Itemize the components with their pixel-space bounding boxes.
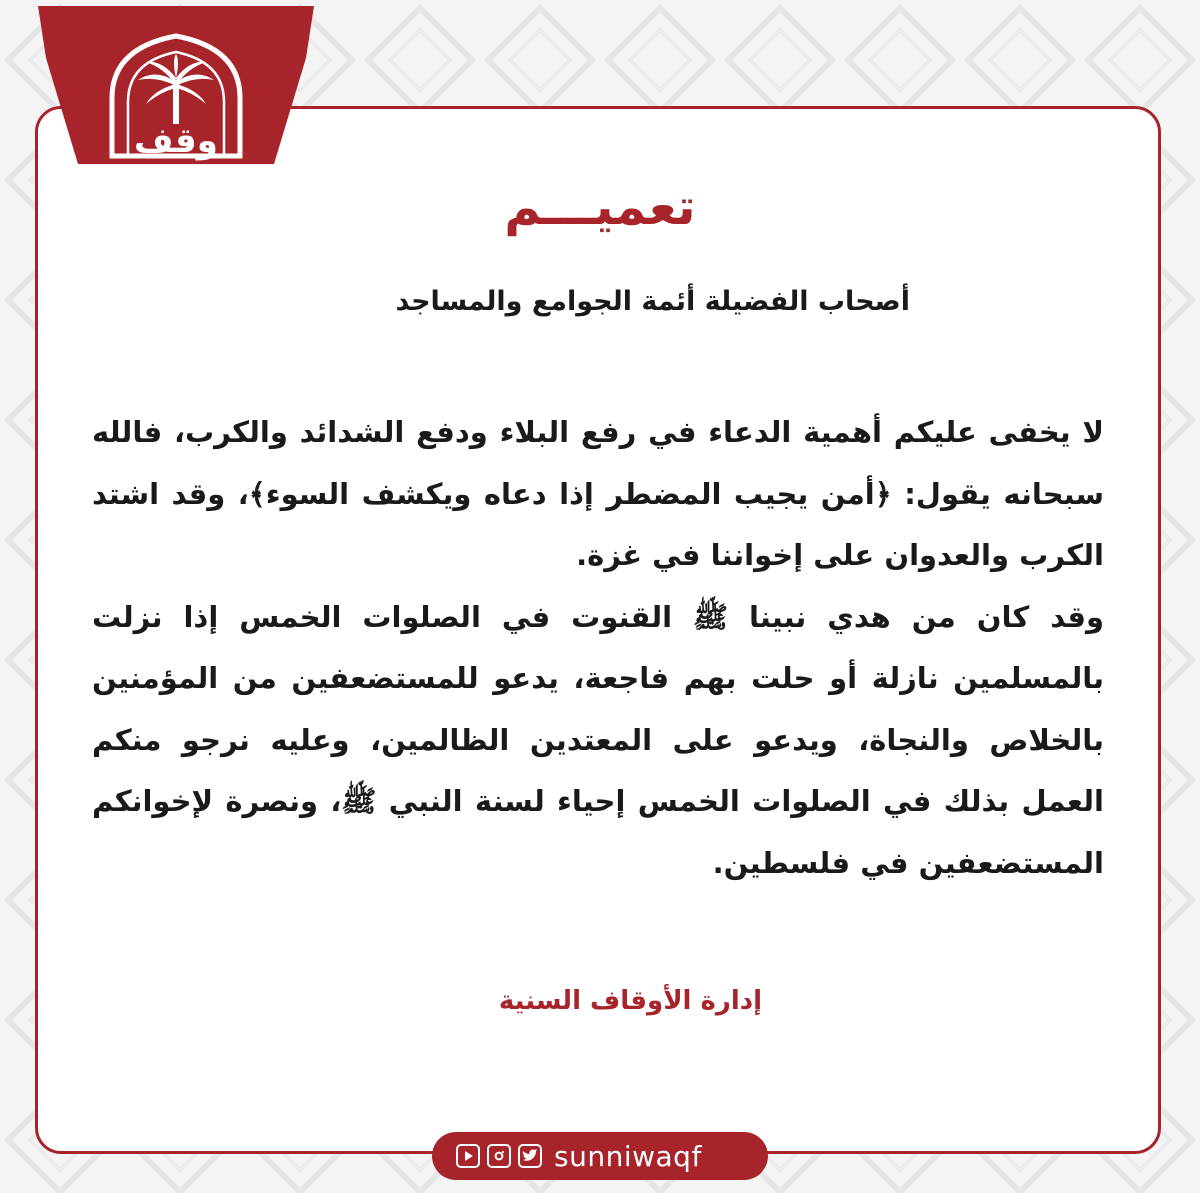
twitter-icon[interactable] [518, 1144, 542, 1168]
addressee: أصحاب الفضيلة أئمة الجوامع والمساجد [395, 286, 910, 317]
social-handle[interactable]: sunniwaqf [554, 1139, 702, 1173]
logo [38, 6, 314, 166]
social-icons [456, 1144, 542, 1168]
circular-body [92, 402, 1104, 894]
social-bar [432, 1132, 768, 1180]
instagram-icon[interactable] [487, 1144, 511, 1168]
logo-wordmark: وقف [134, 121, 218, 161]
circular-title: تعميـــم [504, 178, 696, 236]
body-paragraph: لا يخفى عليكم أهمية الدعاء في رفع البلاء ودفع الشدائد والكرب، فالله سبحانه يقول: ﴿أمن يجيب المضطر إذا دعاه ويكشف السوء﴾، وقد اشتد الكرب والعدوان على إخواننا في غزة. [92, 415, 1104, 572]
signature: إدارة الأوقاف السنية [498, 986, 762, 1016]
body-paragraph: وقد كان من هدي نبينا ﷺ القنوت في الصلوات الخمس إذا نزلت بالمسلمين نازلة أو حلت بهم فاجعة، يدعو للمستضعفين من المؤمنين بالخلاص والنجاة، ويدعو على المعتدين الظالمين، وعليه نرجو منكم العمل بذلك في الصلوات الخمس إحياء لسنة النبي ﷺ، ونصرة لإخوانكم المستضعفين في فلسطين. [92, 599, 1104, 880]
youtube-icon[interactable] [456, 1144, 480, 1168]
